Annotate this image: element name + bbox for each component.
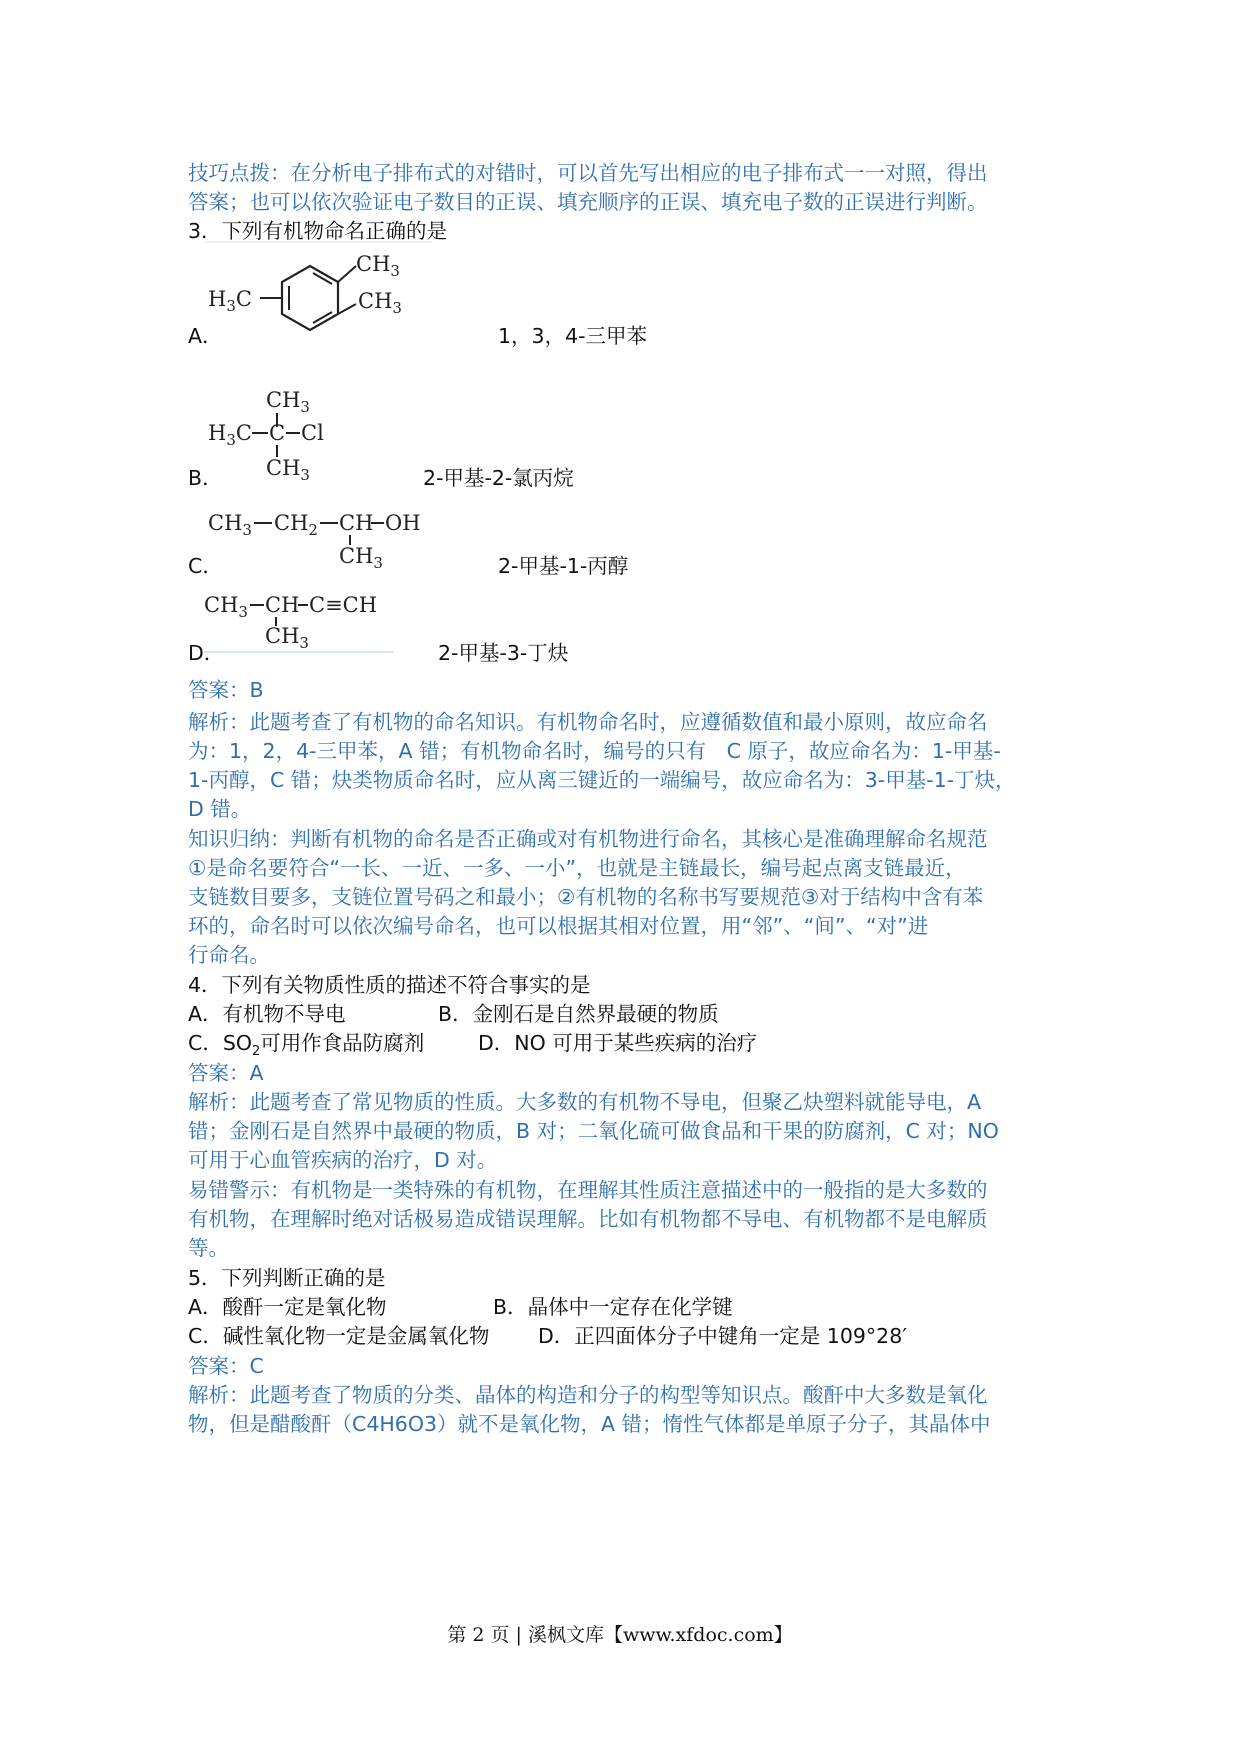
a-ch3-right: $CH_3$ bbox=[358, 289, 402, 317]
q3-analysis-line-1: 解析：此题考查了有机物的命名知识。有机物命名时，应遵循数值和最小原则，故应命名 bbox=[188, 710, 988, 734]
q3-stem: 3．下列有机物命名正确的是 bbox=[188, 219, 448, 243]
c-ch3-bottom: $CH_3$ bbox=[339, 544, 383, 572]
structure-a-trimethylbenzene bbox=[206, 240, 446, 348]
q5-option-d: D．正四面体分子中键角一定是 109°28′ bbox=[538, 1324, 907, 1348]
q3-option-d-name: 2-甲基-3-丁炔 bbox=[438, 641, 569, 665]
c-ch: CH bbox=[339, 511, 374, 535]
structure-c-methylpropanol bbox=[208, 508, 448, 578]
q4-analysis-line-2: 错；金刚石是自然界中最硬的物质，B 对；二氧化硫可做食品和干果的防腐剂，C 对；NO bbox=[188, 1119, 999, 1143]
q3-option-c-name: 2-甲基-1-丙醇 bbox=[498, 554, 629, 578]
c-ch3: $CH_3$ bbox=[208, 511, 252, 539]
q3-summary-line-5: 行命名。 bbox=[188, 943, 270, 967]
q4-analysis-line-1: 解析：此题考查了常见物质的性质。大多数的有机物不导电，但聚乙炔塑料就能导电，A bbox=[188, 1090, 982, 1114]
q5-option-b: B．晶体中一定存在化学键 bbox=[493, 1295, 733, 1319]
q3-summary-line-3: 支链数目要多，支链位置号码之和最小；②有机物的名称书写要规范③对于结构中含有苯 bbox=[188, 885, 984, 909]
q4-warning-line-1: 易错警示：有机物是一类特殊的有机物，在理解其性质注意描述中的一般指的是大多数的 bbox=[188, 1178, 988, 1202]
q5-option-c: C．碱性氧化物一定是金属氧化物 bbox=[188, 1324, 490, 1348]
b-cl: Cl bbox=[301, 421, 324, 445]
d-ch: CH bbox=[265, 593, 300, 617]
q3-analysis-line-4: D 错。 bbox=[188, 797, 252, 821]
c-ch2: $CH_2$ bbox=[274, 511, 318, 539]
q4-option-d: D．NO 可用于某些疾病的治疗 bbox=[478, 1031, 758, 1055]
b-c-center: C bbox=[269, 421, 286, 445]
q4-analysis-line-3: 可用于心血管疾病的治疗，D 对。 bbox=[188, 1148, 498, 1172]
structure-d-methylbutyne bbox=[204, 590, 404, 654]
q3-answer: 答案：B bbox=[188, 678, 264, 702]
q5-analysis-line-1: 解析：此题考查了物质的分类、晶体的构造和分子的构型等知识点。酸酐中大多数是氧化 bbox=[188, 1383, 988, 1407]
q3-analysis-line-3: 1-丙醇，C 错；炔类物质命名时，应从离三键近的一端编号，故应命名为：3-甲基-1-丁炔， bbox=[188, 768, 1016, 792]
d-ch3: $CH_3$ bbox=[204, 593, 248, 621]
b-h3c: $H_3C$ bbox=[208, 421, 252, 449]
q4-option-a: A．有机物不导电 bbox=[188, 1002, 346, 1026]
tip-line-2: 答案；也可以依次验证电子数目的正误、填充顺序的正误、填充电子数的正误进行判断。 bbox=[188, 190, 988, 214]
a-h3c-left: $H_3C$ bbox=[208, 287, 252, 315]
q5-stem: 5．下列判断正确的是 bbox=[188, 1266, 386, 1290]
q4-option-b: B．金刚石是自然界最硬的物质 bbox=[438, 1002, 719, 1026]
d-cch: C≡CH bbox=[309, 593, 378, 617]
structure-b-chloropropane bbox=[208, 383, 348, 483]
q3-summary-line-2: ①是命名要符合“一长、一近、一多、一小”，也就是主链最长，编号起点离支链最近， bbox=[188, 856, 966, 880]
q3-analysis-line-2: 为：1，2，4-三甲苯，A 错；有机物命名时，编号的只有 C 原子，故应命名为：1-甲基- bbox=[188, 739, 1001, 763]
q5-analysis-line-2: 物，但是醋酸酐（C4H6O3）就不是氧化物，A 错；惰性气体都是单原子分子，其晶体中 bbox=[188, 1412, 991, 1436]
b-ch3-bottom: $CH_3$ bbox=[266, 456, 310, 484]
q3-option-c-label: C． bbox=[188, 554, 223, 578]
q4-stem: 4．下列有关物质性质的描述不符合事实的是 bbox=[188, 973, 591, 997]
tip-line-1: 技巧点拨：在分析电子排布式的对错时，可以首先写出相应的电子排布式一一对照，得出 bbox=[188, 161, 988, 185]
q4-warning-line-2: 有机物，在理解时绝对话极易造成错误理解。比如有机物都不导电、有机物都不是电解质 bbox=[188, 1207, 988, 1231]
q4-option-c: C．$SO_2$可用作食品防腐剂 bbox=[188, 1031, 425, 1060]
d-ch3-bottom: $CH_3$ bbox=[265, 624, 309, 652]
q4-answer: 答案：A bbox=[188, 1061, 264, 1085]
q5-answer: 答案：C bbox=[188, 1354, 264, 1378]
q3-option-a-label: A． bbox=[188, 324, 223, 348]
b-ch3-top: $CH_3$ bbox=[266, 388, 310, 416]
q3-option-b-name: 2-甲基-2-氯丙烷 bbox=[423, 466, 574, 490]
q3-option-d-label: D． bbox=[188, 641, 225, 665]
q3-summary-line-4: 环的，命名时可以依次编号命名，也可以根据其相对位置，用“邻”、“间”、“对”进 bbox=[188, 914, 929, 938]
q3-option-a-name: 1，3，4-三甲苯 bbox=[498, 324, 648, 348]
q3-summary-line-1: 知识归纳：判断有机物的命名是否正确或对有机物进行命名，其核心是准确理解命名规范 bbox=[188, 827, 988, 851]
q5-option-a: A．酸酐一定是氧化物 bbox=[188, 1295, 387, 1319]
q4-warning-line-3: 等。 bbox=[188, 1236, 229, 1260]
a-ch3-top: $CH_3$ bbox=[356, 252, 400, 280]
c-oh: OH bbox=[385, 511, 421, 535]
q3-option-b-label: B． bbox=[188, 466, 223, 490]
page-footer: 第 2 页 | 溪枫文库【www.xfdoc.com】 bbox=[447, 1624, 793, 1646]
